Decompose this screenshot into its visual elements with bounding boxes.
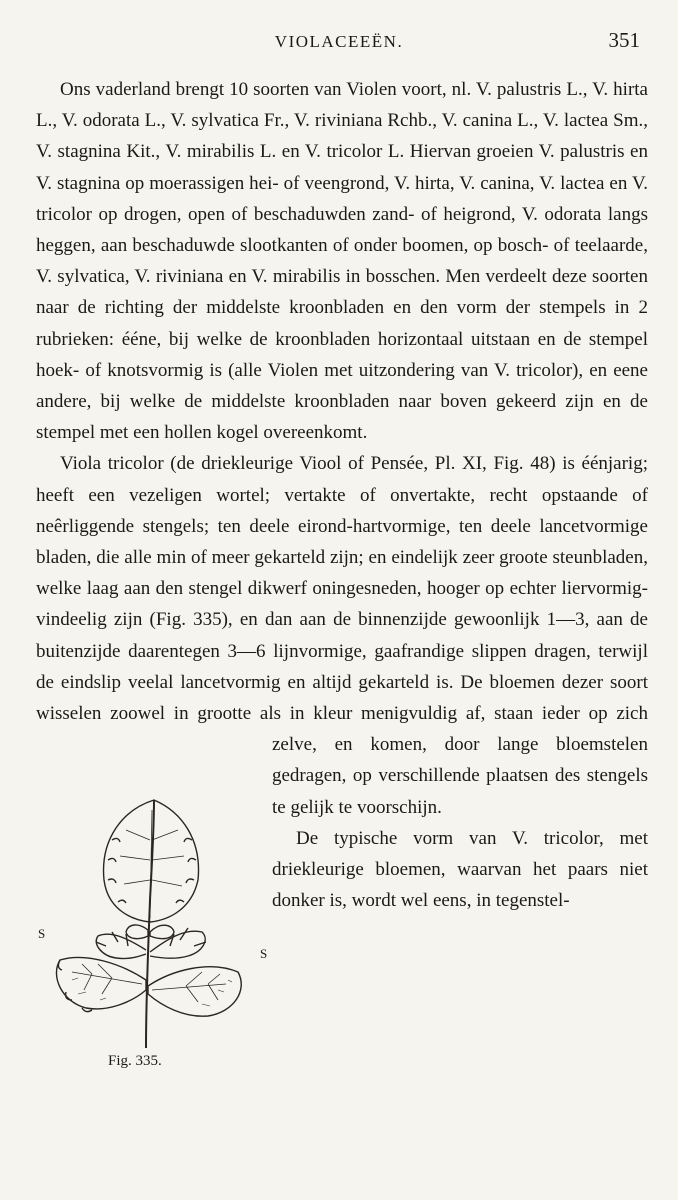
page-header: [34, 28, 644, 58]
stipule-label-left: S: [38, 926, 46, 941]
figure-335: [36, 770, 268, 1078]
paragraph-1: Ons vaderland brengt 10 soorten van Violen voort, nl. V. palustris L., V. hirta L., V. odorata L., V. sylvatica Fr., V. riviniana Rchb., V. canina L., V. lactea Sm., V. stagnina Kit., V. mirabilis L. en V. tricolor L. Hiervan groeien V. palustris en V. stagnina op moerassigen hei- of veengrond, V. hirta, V. canina, V. lactea en V. tricolor op drogen, open of beschaduwden zand- of heigrond, V. odorata langs heggen, aan beschaduwde slootkanten of onder boomen, op bosch- of teelaarde, V. sylvatica, V. riviniana en V. mirabilis in bosschen. Men verdeelt deze soorten naar de richting der middelste kroonbladen en den vorm der stempels in 2 rubrieken: ééne, bij welke de kroonbladen horizontaal uitstaan en de stempel hoek- of knotsvormig is (alle Violen met uitzondering van V. tricolor), en eene andere, bij welke de middelste kroonbladen naar boven gekeerd zijn en de stempel met een hollen kogel overeenkomt.: [36, 79, 648, 444]
figure-caption: Fig. 335.: [108, 1053, 162, 1069]
paragraph-2: Viola tricolor (de driekleurige Viool of Pensée, Pl. XI, Fig. 48) is éénjarig; heeft een vezeligen wortel; vertakte of onvertakte, recht opstaande of neêrliggende stengels; ten deele eirond-hartvormige, ten deele lancetvormige bladen, die alle min of meer gekarteld zijn; en eindelijk zeer groote steunbladen, welke laag aan den stengel dikwerf oningesneden, hooger op echter liervormig-vindeelig zijn (Fig. 335), en dan aan de binnenzijde gewoonlijk 1—3, aan de buitenzijde daarentegen 3—6 lijnvormige, gaafrandige slippen dragen, terwijl de eindslip veelal lancetvormig en altijd gekarteld is. De bloemen dezer soort wisselen zoowel in grootte als in kleur menigvuldig af, staan ieder op zich zelve, en komen, door lange bloemstelen gedragen, op verschillende plaatsen des stengels te gelijk te voorschijn.: [36, 453, 648, 818]
paragraph-3: De typische vorm van V. tricolor, met driekleurige bloemen, waarvan het paars niet donker is, wordt wel eens, in tegenstel-: [272, 827, 648, 912]
viola-leaf-illustration: [42, 780, 262, 1050]
page-number: 351: [608, 28, 640, 52]
running-head: VIOLACEEËN.: [274, 32, 404, 51]
stipule-label-right: S: [260, 946, 268, 961]
